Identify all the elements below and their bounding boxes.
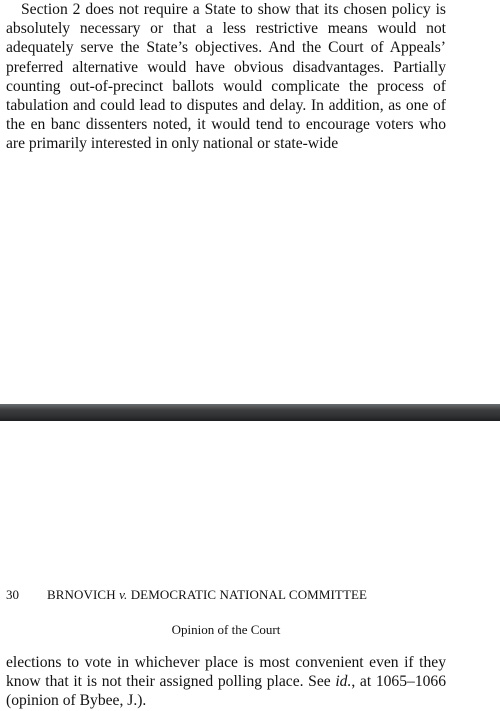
case-title [47,587,367,603]
current-page-text [6,653,446,711]
case-party-2: DEMOCRATIC NATIONAL COMMITTEE [130,587,368,602]
body-text: elections to vote in whichever place is most convenient even if they know that it is not their assigned polling place. See [6,654,446,691]
case-versus: v. [119,587,128,602]
citation-id: id. [335,673,352,691]
citation-detail: , at 1065–1066 (opinion of Bybee, J.). [6,673,447,710]
body-paragraph: Section 2 does not require a State to show that its chosen policy is absolutely necessary or that a less restrictive means would not adequately serve the State’s objectives. And the Court of Appeals’ preferred alternative would have obvious disadvantages. Partially counting out-of-precinct ballots would complicate the process of tabulation and could lead to disputes and delay. In addition, as one of the en banc dissenters noted, it would tend to encourage voters who are primarily interested in only national or state-wide [6,1,446,153]
case-party-1: BRNOVICH [47,587,116,602]
body-paragraph-continued [6,653,446,711]
page-divider [0,404,500,421]
page-number: 30 [6,587,19,602]
previous-page-text [6,0,446,154]
section-label: Opinion of the Court [171,622,281,637]
